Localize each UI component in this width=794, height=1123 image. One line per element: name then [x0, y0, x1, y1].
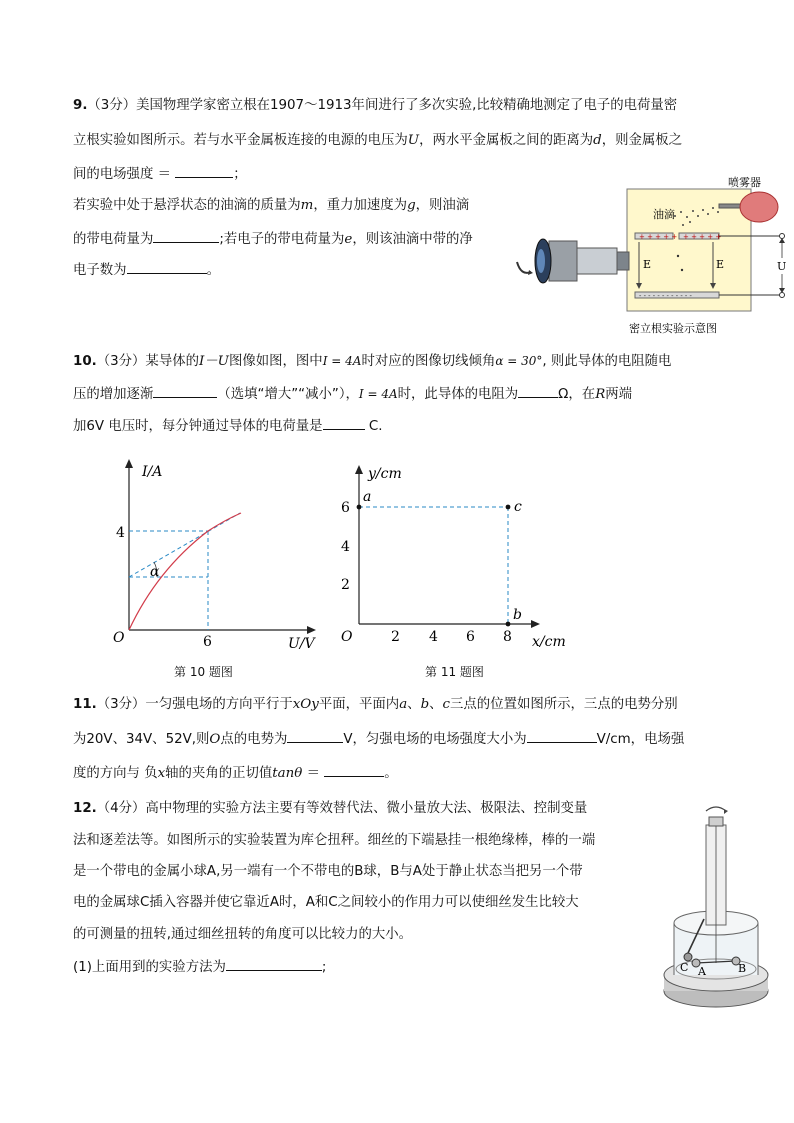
- q11-var-x: x: [157, 766, 166, 781]
- q12-answer-blank-1[interactable]: [226, 956, 322, 971]
- q9-answer-blank-1[interactable]: [175, 163, 233, 178]
- q11-text: 、: [429, 697, 443, 712]
- q11-text: 度的方向与 负: [73, 766, 158, 781]
- q9-text: 。: [206, 263, 220, 278]
- q11-text: 点的电势为: [220, 732, 288, 747]
- x-axis-label: U/V: [288, 636, 315, 652]
- q11-text: 平面，平面内: [318, 697, 400, 712]
- q9-var-U: U: [407, 133, 420, 148]
- svg-text:+ + + + +: + + + + +: [639, 233, 678, 241]
- q11-text: （3分）一匀强电场的方向平行于: [96, 697, 293, 712]
- q9-var-e: e: [344, 232, 353, 247]
- y-tick-4: 4: [116, 525, 125, 541]
- svg-text:- - - - - - - - - - - -: - - - - - - - - - - - -: [639, 292, 692, 300]
- q10-current-value: I = 4A: [358, 387, 398, 401]
- q9-line-4: [73, 196, 469, 216]
- q11-var-xoy: xOy: [292, 697, 319, 712]
- label-c: C: [680, 961, 689, 974]
- q10-var-IU: I－U: [199, 354, 229, 369]
- q9-text: ，则油滴: [415, 198, 470, 213]
- q10-line-2: [73, 383, 632, 405]
- q12-number: 12.: [73, 801, 97, 816]
- millikan-experiment-figure: [507, 170, 792, 340]
- q9-text: ，两水平金属板之间的距离为: [419, 133, 594, 148]
- q10-text: 压的增加逐渐: [73, 387, 154, 402]
- point-c-label: c: [514, 499, 522, 515]
- q9-var-d: d: [593, 133, 602, 148]
- q9-text: 电子数为: [73, 263, 127, 278]
- q12-text: 是一个带电的金属小球A,另一端有一个不带电的B球，B与A处于静止状态当把另一个带: [73, 864, 583, 879]
- q9-text: 立根实验如图所示。若与水平金属板连接的电源的电压为: [73, 133, 408, 148]
- microscope-icon: [517, 239, 629, 283]
- q9-answer-blank-3[interactable]: [127, 259, 207, 274]
- q9-line-3: [73, 163, 247, 185]
- q11-text: 三点的位置如图所示，三点的电势分别: [450, 697, 678, 712]
- figure-11-coordinate-graph: [335, 460, 575, 665]
- q9-line-6: [73, 259, 220, 281]
- q11-text: 为20V、34V、52V,则: [73, 732, 210, 747]
- x-tick-6: 6: [466, 629, 475, 645]
- q11-var-O: O: [209, 732, 221, 747]
- x-tick-2: 2: [391, 629, 400, 645]
- q12-line-4: [73, 893, 579, 913]
- q10-text: （3分）某导体的: [96, 354, 199, 369]
- q11-text: 轴的夹角的正切值: [165, 766, 273, 781]
- q9-text: 间的电场强度: [73, 167, 154, 182]
- q9-var-m: m: [300, 198, 314, 213]
- q9-line-2: [73, 131, 682, 151]
- q10-answer-blank-1[interactable]: [153, 383, 217, 398]
- figure-10-iu-graph: [105, 452, 330, 667]
- q9-answer-blank-2[interactable]: [153, 228, 219, 243]
- q11-var-tan: tanθ: [272, 766, 303, 781]
- q11-number: 11.: [73, 697, 97, 712]
- q9-text: ;若电子的带电荷量为: [219, 232, 345, 247]
- q10-text: , 则此导体的电阻随电: [542, 354, 672, 369]
- q10-text: ，在: [568, 387, 596, 402]
- svg-text:+ + + + +: + + + + +: [683, 233, 722, 241]
- q10-var-R: R: [595, 387, 606, 402]
- y-axis-label: y/cm: [368, 466, 402, 482]
- point-b: [506, 622, 511, 627]
- q12-line-5: [73, 925, 412, 945]
- q12-line-1: [73, 799, 587, 819]
- voltage-label: U: [777, 260, 787, 273]
- point-a-label: a: [363, 489, 372, 505]
- q11-text: 、: [407, 697, 421, 712]
- q11-var-c: c: [442, 697, 451, 712]
- label-b: B: [738, 962, 747, 975]
- q12-line-6: [73, 956, 326, 978]
- q10-text: C.: [368, 419, 383, 434]
- q11-answer-blank-3[interactable]: [324, 762, 384, 777]
- q12-line-2: [73, 831, 595, 851]
- q10-answer-blank-3[interactable]: [323, 415, 365, 430]
- q10-line-1: [73, 351, 671, 372]
- q9-text: 若实验中处于悬浮状态的油滴的质量为: [73, 198, 301, 213]
- q10-text: 时对应的图像切线倾角: [361, 354, 496, 369]
- point-b-label: b: [513, 607, 522, 623]
- y-tick-2: 2: [341, 577, 350, 593]
- q10-angle-value: α = 30°: [495, 354, 543, 368]
- point-c: [506, 505, 511, 510]
- q11-answer-blank-2[interactable]: [527, 728, 597, 743]
- q12-text: 电的金属球C插入容器并使它靠近A时，A和C之间较小的作用力可以使细丝发生比较大: [73, 895, 579, 910]
- q12-text: （4分）高中物理的实验方法主要有等效替代法、微小量放大法、极限法、控制变量: [96, 801, 588, 816]
- q11-text: V，匀强电场的电场强度大小为: [343, 732, 527, 747]
- q12-text: (1)上面用到的实验方法为: [73, 960, 226, 975]
- q9-var-g: g: [407, 198, 416, 213]
- origin-label: O: [113, 630, 125, 646]
- q10-text: 两端: [605, 387, 633, 402]
- q9-number: 9.: [73, 98, 88, 113]
- q9-text: ，重力加速度为: [313, 198, 408, 213]
- q11-line-3: [73, 762, 398, 784]
- q12-line-3: [73, 862, 583, 882]
- q9-text: ；: [233, 167, 247, 182]
- sprayer-label: 喷雾器: [728, 176, 761, 189]
- angle-label: α: [150, 564, 160, 580]
- q10-text: 时，此导体的电阻为: [397, 387, 519, 402]
- q10-text: 图像如图，图中: [228, 354, 323, 369]
- q9-text: 的带电荷量为: [73, 232, 154, 247]
- field-label-right: E: [716, 258, 725, 271]
- q10-current-value: I = 4A: [322, 354, 362, 368]
- point-a: [357, 505, 362, 510]
- q10-text: （选填“增大”“减小”），: [217, 387, 359, 402]
- origin-label: O: [341, 629, 353, 645]
- q12-text: 法和逐差法等。如图所示的实验装置为库仑扭秤。细丝的下端悬挂一根绝缘棒，棒的一端: [73, 833, 596, 848]
- q11-answer-blank-1[interactable]: [287, 728, 343, 743]
- y-tick-6: 6: [341, 500, 350, 516]
- q11-line-2: [73, 728, 684, 750]
- q11-line-1: [73, 695, 678, 715]
- q9-line-5: [73, 228, 473, 250]
- q9-line-1: [73, 96, 677, 116]
- field-label-left: E: [643, 258, 652, 271]
- label-a: A: [698, 965, 706, 978]
- x-tick-8: 8: [503, 629, 512, 645]
- x-tick-6: 6: [203, 634, 212, 650]
- tangent-line: [129, 513, 240, 577]
- q12-text: 的可测量的扭转,通过细丝扭转的角度可以比较力的大小。: [73, 927, 413, 942]
- q11-var-a: a: [399, 697, 408, 712]
- q9-text: ，则该油滴中带的净: [352, 232, 473, 247]
- x-axis-label: x/cm: [532, 634, 566, 650]
- q10-number: 10.: [73, 354, 97, 369]
- x-tick-4: 4: [429, 629, 438, 645]
- ball-c: [684, 953, 692, 961]
- y-axis-label: I/A: [142, 464, 163, 480]
- q10-answer-blank-2[interactable]: [518, 383, 558, 398]
- millikan-caption: 密立根实验示意图: [629, 322, 717, 335]
- q11-text: 。: [384, 766, 398, 781]
- q10-text: 加6V 电压时，每分钟通过导体的电荷量是: [73, 419, 323, 434]
- q9-text: ＝: [157, 167, 171, 182]
- oil-drop-label: 油滴: [653, 208, 675, 221]
- q11-text: V/cm，电场强: [596, 732, 685, 747]
- q10-line-3: [73, 415, 382, 437]
- y-tick-4: 4: [341, 539, 350, 555]
- figure-10-caption: 第 10 题图: [174, 665, 233, 679]
- coulomb-torsion-balance-figure: [656, 803, 776, 1019]
- q12-text: ;: [321, 960, 327, 975]
- q11-text: ＝: [306, 766, 321, 781]
- torsion-head: [709, 817, 723, 826]
- q9-text: ，则金属板之: [601, 133, 683, 148]
- q10-unit-ohm: Ω: [558, 387, 569, 402]
- q11-var-b: b: [420, 697, 430, 712]
- figure-11-caption: 第 11 题图: [425, 665, 484, 679]
- q9-text: （3分）美国物理学家密立根在1907～1913年间进行了多次实验,比较精确地测定了电子的电荷量密: [87, 98, 678, 113]
